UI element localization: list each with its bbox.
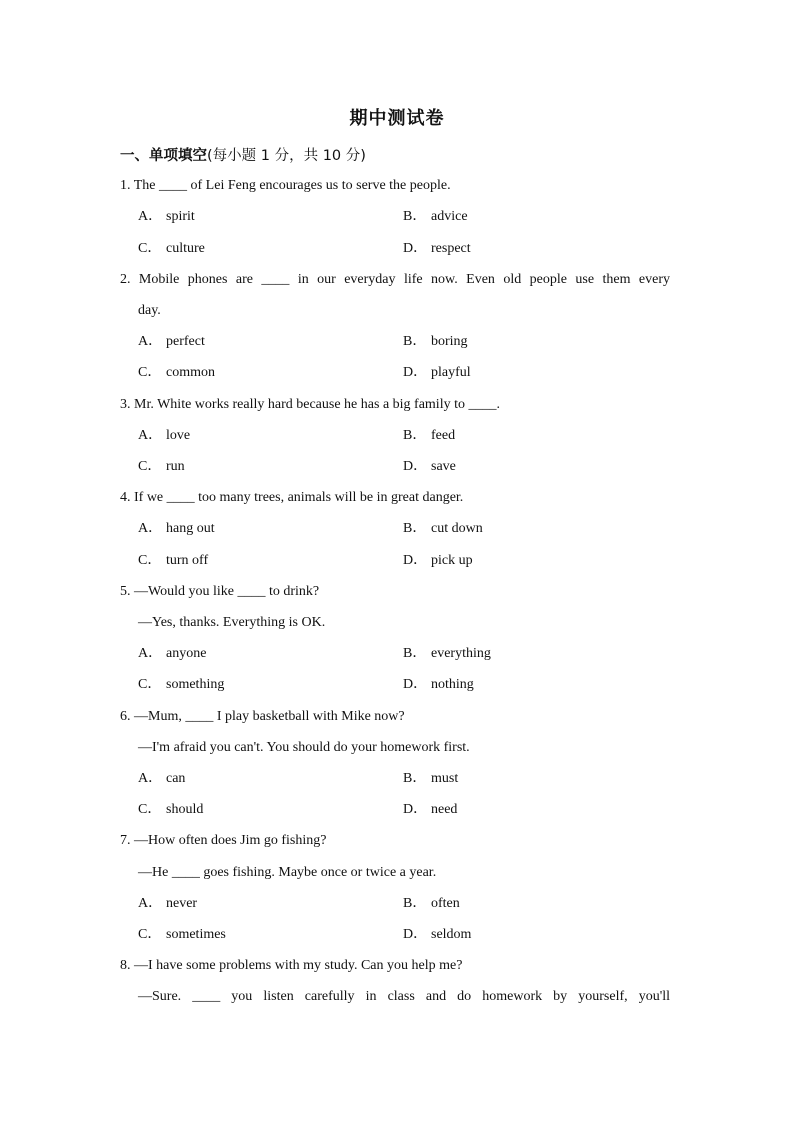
question-stem: 6. —Mum, ____ I play basketball with Mike now? [120,709,405,724]
option-letter: B． [403,428,427,443]
option-text: boring [431,334,468,349]
option-a [138,895,197,913]
question-stem: 3. Mr. White works really hard because he has a big family to ____. [120,397,500,412]
option-text: sometimes [166,927,226,942]
option-text: should [166,802,204,817]
option-b [403,427,455,445]
option-text: respect [431,241,471,256]
option-letter: B． [403,521,427,536]
option-text: culture [166,241,205,256]
option-d [403,458,456,476]
question-stem-continuation: —Sure. ____ you listen carefully in class and do homework by yourself, you'll [138,989,670,1004]
question-stem-continuation: —He ____ goes fishing. Maybe once or twice a year. [138,865,437,880]
option-letter: C． [138,677,162,692]
option-text: seldom [431,927,472,942]
option-c [138,458,185,476]
option-text: spirit [166,209,195,224]
option-letter: B． [403,334,427,349]
option-letter: C． [138,459,162,474]
option-text: turn off [166,553,209,568]
option-letter: A． [138,771,163,786]
option-text: feed [431,428,456,443]
option-a [138,427,190,445]
option-letter: B． [403,771,427,786]
option-text: cut down [431,521,483,536]
option-b [403,895,460,913]
option-d [403,364,471,382]
option-d [403,240,471,258]
option-letter: C． [138,365,162,380]
option-letter: D． [403,365,428,380]
option-letter: C． [138,802,162,817]
option-a [138,333,205,351]
option-d [403,926,471,944]
option-letter: D． [403,802,428,817]
option-a [138,645,206,663]
section-heading-subtitle: (每小题 1 分，共 10 分) [207,148,366,164]
question-stem: 2. Mobile phones are ____ in our everyday life now. Even old people use them every [120,272,670,287]
option-d [403,801,457,819]
option-letter: D． [403,553,428,568]
option-c [138,240,205,258]
option-c [138,676,224,694]
option-text: something [166,677,225,692]
option-letter: A． [138,896,163,911]
option-letter: A． [138,646,163,661]
question-stem: 5. —Would you like ____ to drink? [120,584,320,599]
option-b [403,770,458,788]
option-letter: A． [138,209,163,224]
option-text: hang out [166,521,215,536]
option-c [138,364,215,382]
option-text: advice [431,209,468,224]
option-text: everything [431,646,491,661]
option-text: playful [431,365,471,380]
option-text: nothing [431,677,474,692]
option-text: perfect [166,334,205,349]
option-letter: C． [138,927,162,942]
option-text: love [166,428,191,443]
question-stem-continuation: —I'm afraid you can't. You should do your homework first. [138,740,470,755]
option-text: can [166,771,186,786]
option-letter: A． [138,521,163,536]
question-stem: 4. If we ____ too many trees, animals will be in great danger. [120,490,464,505]
section-heading-label: 一、单项填空 [120,148,207,164]
option-text: often [431,896,460,911]
option-text: must [431,771,459,786]
option-text: pick up [431,553,473,568]
option-text: anyone [166,646,207,661]
option-c [138,926,226,944]
option-text: common [166,365,215,380]
option-letter: D． [403,241,428,256]
option-text: save [431,459,456,474]
option-text: run [166,459,185,474]
option-text: never [166,896,198,911]
question-stem: 8. —I have some problems with my study. Can you help me? [120,958,463,973]
option-letter: B． [403,896,427,911]
option-c [138,552,208,570]
option-letter: B． [403,646,427,661]
option-letter: D． [403,459,428,474]
option-b [403,520,483,538]
option-d [403,552,473,570]
option-text: need [431,802,458,817]
question-stem: 7. —How often does Jim go fishing? [120,833,327,848]
option-a [138,520,215,538]
option-a [138,770,185,788]
question-stem: 1. The ____ of Lei Feng encourages us to serve the people. [120,178,451,193]
option-a [138,208,195,226]
option-letter: C． [138,553,162,568]
option-letter: D． [403,927,428,942]
option-letter: A． [138,334,163,349]
option-d [403,676,474,694]
option-b [403,208,468,226]
question-stem-continuation: day. [138,303,161,318]
option-c [138,801,203,819]
option-letter: A． [138,428,163,443]
question-stem-continuation: —Yes, thanks. Everything is OK. [138,615,326,630]
page-title: 期中测试卷 [349,108,445,129]
section-heading [120,144,366,165]
option-b [403,645,491,663]
option-b [403,333,468,351]
option-letter: C． [138,241,162,256]
option-letter: B． [403,209,427,224]
option-letter: D． [403,677,428,692]
